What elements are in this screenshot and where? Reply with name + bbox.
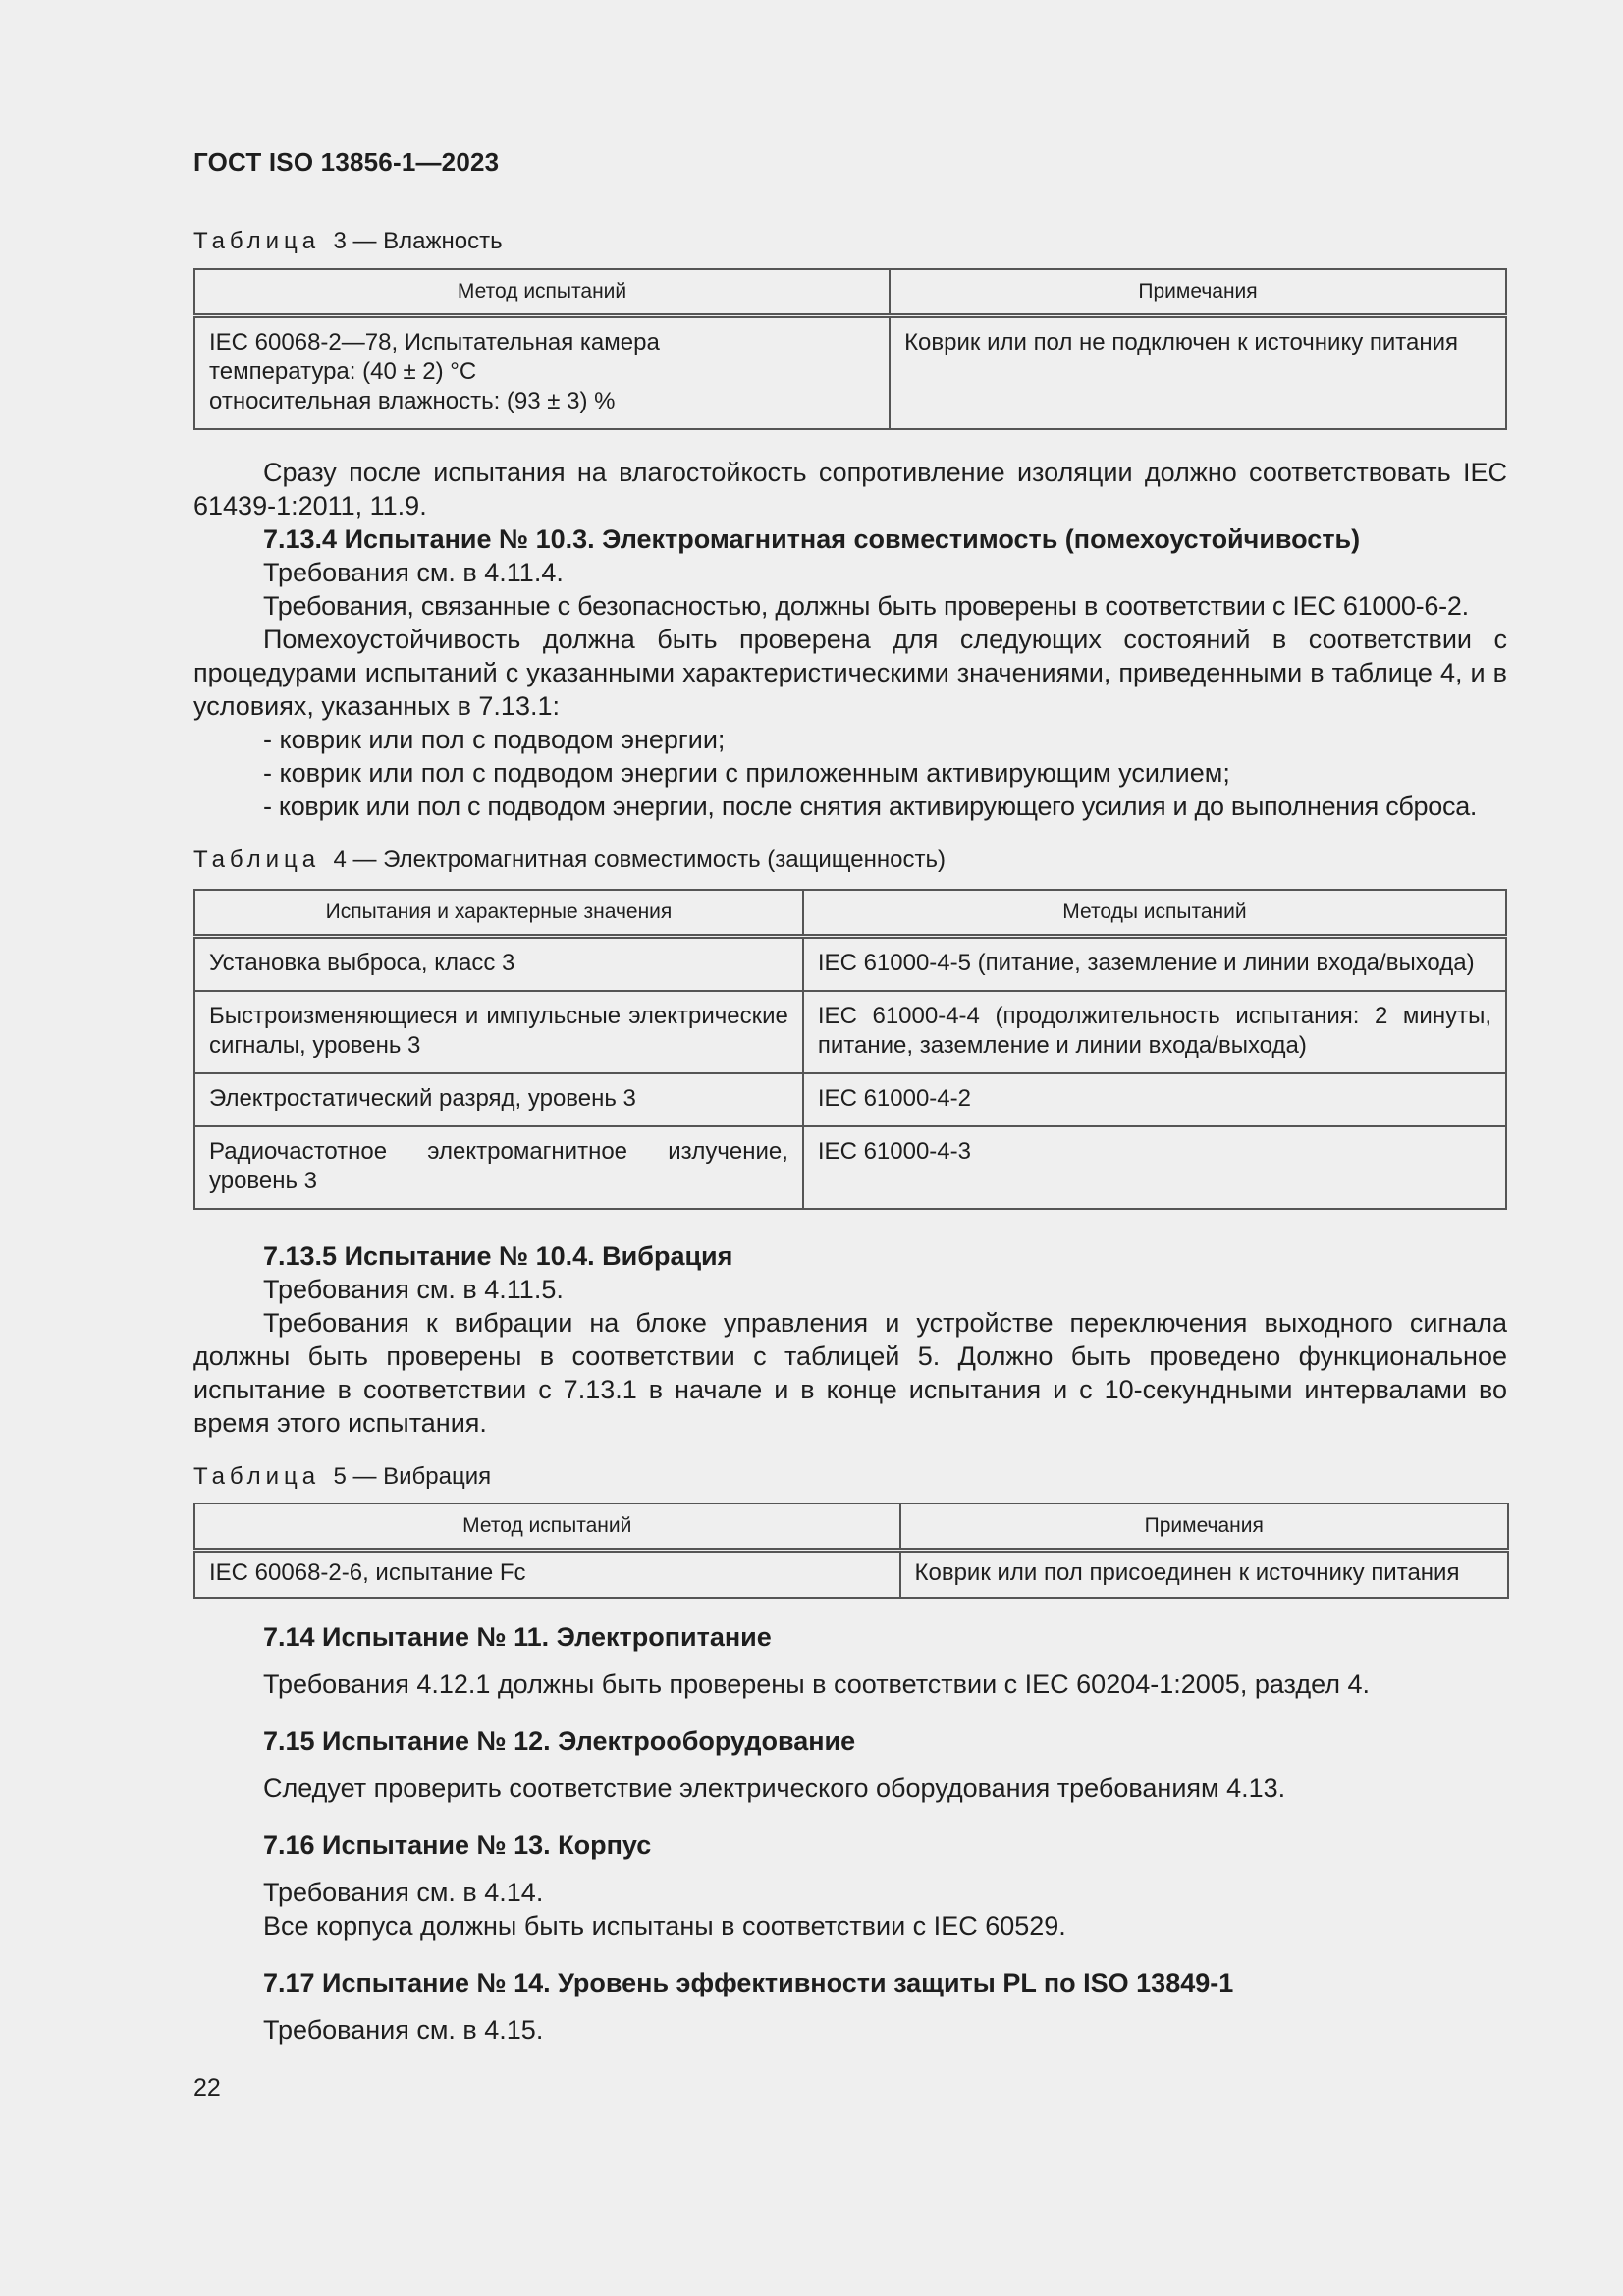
table3-cell-method [194,316,890,430]
table4-block [193,845,1507,1210]
paragraph-7-16-enclosures: Все корпуса должны быть испытаны в соответствии с IEC 60529. [263,1911,1066,1941]
table4 [193,889,1507,1210]
table4-caption-title: 4 — Электромагнитная совместимость (защищенность) [333,847,946,873]
table-row [194,937,1506,992]
table-row [194,991,1506,1073]
table5-cell-method: IEC 60068-2-6, испытание Fc [194,1551,900,1598]
table5-col-notes: Примечания [900,1503,1509,1551]
table3-caption [193,226,1507,257]
heading-7-16: 7.16 Испытание № 13. Корпус [263,1831,652,1860]
table4-caption [193,845,1507,876]
table-header-row [194,269,1506,316]
paragraph-7-15: Следует проверить соответствие электрического оборудования требованиям 4.13. [263,1774,1286,1803]
table3-caption-title: 3 — Влажность [333,228,503,254]
table3-col-method: Метод испытаний [194,269,890,316]
heading-7-15: 7.15 Испытание № 12. Электрооборудование [263,1726,856,1756]
table5-cell-note: Коврик или пол присоединен к источнику питания [900,1551,1509,1598]
table-row [194,316,1506,430]
list-item: - коврик или пол с подводом энергии, после снятия активирующего усилия и до выполнения сброса. [263,792,1478,821]
paragraph-7-16-requirements: Требования см. в 4.14. [263,1878,544,1907]
section-7-13-4-block [193,456,1507,823]
table-header-row [194,1503,1508,1551]
section-7-17-block [193,1966,1507,2047]
table-row [194,1073,1506,1126]
section-7-13-5-block [193,1239,1507,1440]
table3-cell-note: Коврик или пол не подключен к источнику питания [890,316,1506,430]
heading-7-13-4: 7.13.4 Испытание № 10.3. Электромагнитная совместимость (помехоустойчивость) [263,524,1361,554]
section-7-16-block [193,1829,1507,1942]
page-number: 22 [193,2074,221,2102]
table4-cell-method: IEC 61000-4-2 [803,1073,1506,1126]
table-row [194,1126,1506,1209]
table3 [193,268,1507,430]
heading-7-17: 7.17 Испытание № 14. Уровень эффективности защиты PL по ISO 13849-1 [263,1968,1234,1997]
paragraph-7-13-4-requirements: Требования см. в 4.11.4. [263,558,564,587]
table5-caption [193,1461,1509,1493]
table4-cell-method: IEC 61000-4-3 [803,1126,1506,1209]
section-7-15-block [193,1724,1507,1805]
table4-cell-test: Быстроизменяющиеся и импульсные электрические сигналы, уровень 3 [194,991,803,1073]
heading-7-14: 7.14 Испытание № 11. Электропитание [263,1622,772,1652]
section-7-14-block [193,1620,1507,1701]
paragraph-insulation: Сразу после испытания на влагостойкость сопротивление изоляции должно соответствовать IEC 61439-1:2011, 11.9. [193,458,1507,520]
table3-caption-prefix: Таблица [193,228,321,254]
table4-cell-test: Радиочастотное электромагнитное излучение, уровень 3 [194,1126,803,1209]
table3-method-line1: IEC 60068-2—78, Испытательная камера [209,329,660,355]
table4-cell-test: Электростатический разряд, уровень 3 [194,1073,803,1126]
table4-cell-test: Установка выброса, класс 3 [194,937,803,992]
table5-caption-prefix: Таблица [193,1463,321,1490]
table5-caption-title: 5 — Вибрация [333,1463,492,1490]
paragraph-7-14: Требования 4.12.1 должны быть проверены в соответствии с IEC 60204-1:2005, раздел 4. [263,1669,1370,1699]
table3-method-line3: относительная влажность: (93 ± 3) % [209,388,616,414]
paragraph-7-13-5-requirements: Требования см. в 4.11.5. [263,1275,564,1304]
paragraph-7-13-5-vibration: Требования к вибрации на блоке управления и устройстве переключения выходного сигнала должны быть проверены в соответствии с таблицей 5. Должно быть проведено функциональное испытание в соответствии с 7.13.1 в начале и в конце испытания и с 10-секундными интервалами во время этого испытания. [193,1308,1507,1438]
table5-col-method: Метод испытаний [194,1503,900,1551]
table5 [193,1503,1509,1599]
table5-block [193,1461,1509,1599]
table4-col-tests: Испытания и характерные значения [194,890,803,937]
document-header-title: ГОСТ ISO 13856-1—2023 [193,147,500,177]
table4-col-methods: Методы испытаний [803,890,1506,937]
table4-caption-prefix: Таблица [193,847,321,873]
heading-7-13-5: 7.13.5 Испытание № 10.4. Вибрация [263,1241,733,1271]
table3-method-line2: температура: (40 ± 2) °C [209,358,477,385]
paragraph-7-13-4-safety: Требования, связанные с безопасностью, должны быть проверены в соответствии с IEC 61000-6-2. [263,591,1469,621]
table-header-row [194,890,1506,937]
table3-block [193,226,1507,430]
table4-cell-method: IEC 61000-4-4 (продолжительность испытания: 2 минуты, питание, заземление и линии входа/выхода) [803,991,1506,1073]
paragraph-7-13-4-immunity: Помехоустойчивость должна быть проверена для следующих состояний в соответствии с процедурами испытаний с указанными характеристическими значениями, приведенными в таблице 4, и в условиях, указанных в 7.13.1: [193,625,1507,721]
table4-cell-method: IEC 61000-4-5 (питание, заземление и линии входа/выхода) [803,937,1506,992]
list-item: - коврик или пол с подводом энергии; [263,725,726,754]
table3-col-notes: Примечания [890,269,1506,316]
list-item: - коврик или пол с подводом энергии с приложенным активирующим усилием; [263,758,1230,788]
table-row [194,1551,1508,1598]
paragraph-7-17: Требования см. в 4.15. [263,2015,544,2045]
